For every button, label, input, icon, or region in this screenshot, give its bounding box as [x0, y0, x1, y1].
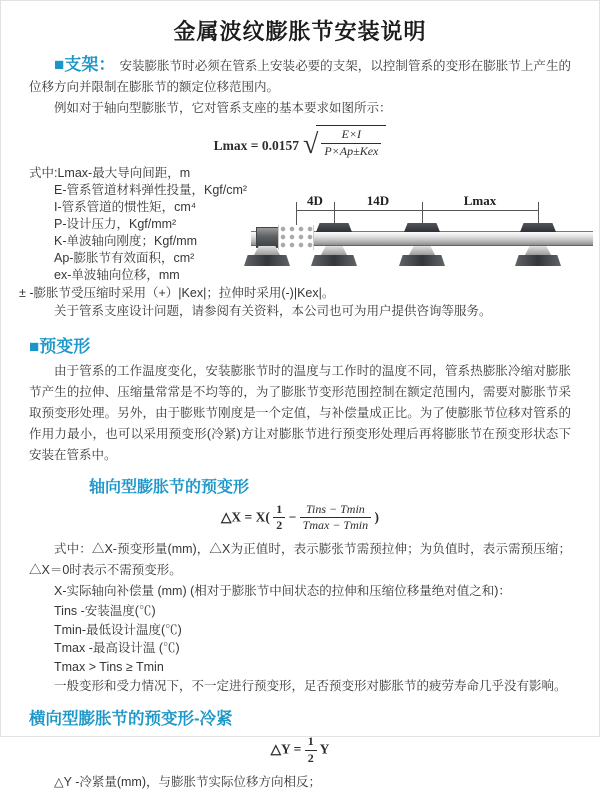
anchor-base [244, 255, 290, 266]
guide-spacing-formula [29, 125, 571, 159]
axial-x-note: X-实际轴向补偿量 (mm) (相对于膨胀节中间状态的拉伸和压缩位移量绝对值之和)： [54, 584, 511, 599]
formula-lhs: △Y = [270, 741, 302, 757]
formula-fraction [321, 128, 381, 159]
guide-base [515, 255, 561, 266]
axial-predeform-formula [29, 503, 571, 534]
page-title: 金属波纹膨胀节安装说明 [173, 19, 427, 44]
one-half-fraction: $\frac{1}{2}$ [305, 735, 317, 766]
radical-sign: √ [302, 128, 319, 160]
definition-item: P-设计压力，Kgf/mm² [54, 216, 177, 231]
support-example-line: 例如对于轴向型膨胀节，它对管系支座的基本要求如图所示： [54, 101, 392, 115]
definition-item: K-单波轴向刚度；Kgf/mm [54, 233, 198, 248]
predeform-body: 由于管系的工作温度变化，安装膨胀节时的温度与工作时的温度不同，管系热膨胀冷缩对膨胀节产生的拉伸、压缩量常常是不均等的，为了膨胀节变形范围控制在额定范围内，需要对膨胀节采取预变形处理。另外，由于膨账节刚度是一个定值，与补偿量成正比。为了使膨胀节位移对管系的作用力最小，也可以采用预变形(冷紧)方让对膨胀节进行预变形处理后再将膨胀节在预变形状态下安装在管系中。 [29, 363, 571, 462]
definition-item: ex-单波轴向位移，mm [54, 267, 180, 282]
predeform-section-heading: ■预变形 [29, 336, 91, 356]
support-section-heading: ■支架： [54, 55, 116, 74]
guide-shoe [321, 246, 347, 255]
formula-lhs: △X = X( [221, 508, 270, 524]
guide-saddle [316, 223, 352, 232]
bellows-expansion-joint [278, 225, 314, 250]
formula-lhs: Lmax = 0.0157 [213, 137, 299, 153]
definition-item: E-管系管道材料弹性投量，Kgf/cm² [54, 182, 248, 197]
fraction-denominator: P×Ap±Kex [324, 143, 379, 158]
definition-item: I-管系管道的惯性矩，cm⁴ [54, 199, 197, 214]
formula-rhs: Y [319, 741, 330, 757]
guide-base [311, 255, 357, 266]
lateral-predeform-formula [29, 735, 571, 766]
one-half-fraction: $\frac{1}{2}$ [273, 503, 285, 534]
support-intro-text: 安装膨胀节时必须在管系上安装必要的支架，以控制管系的变形在膨胀节上产生的位移方向并限制在膨胀节的额定位移范围内。 [29, 59, 571, 94]
dimension-label-4d: 4D [304, 194, 326, 208]
guide-shoe [409, 246, 435, 255]
fraction-numerator: E×I [321, 128, 381, 144]
temperature-fraction: $\frac{\text{Tins − Tmin}}{Tmax - Tmin}$ [300, 503, 371, 534]
dimension-label-14d: 14D [364, 194, 392, 208]
plus-minus-note: ± -膨胀节受压缩时采用（+）|Kex|；拉伸时采用(-)|Kex|。 [19, 285, 335, 300]
lateral-content [1, 735, 599, 793]
close-paren: ) [374, 508, 379, 524]
lateral-subheading: 横向型膨胀节的预变形-冷紧 [29, 710, 233, 729]
dimension-line [296, 210, 538, 211]
guide-saddle [404, 223, 440, 232]
axial-explain: 式中：△X-预变形量(mm)，△X为正值时，表示膨张节需预拉伸；为负值时，表示需预压缩；△X＝0时表示不需预变形。 [29, 542, 571, 578]
guide-base [399, 255, 445, 266]
dimension-label-lmax: Lmax [461, 194, 500, 208]
sqrt-expression [303, 125, 386, 159]
guide-shoe [525, 246, 551, 255]
temp-inequality: Tmax > Tins ≥ Tmin [54, 659, 164, 674]
axial-subheading: 轴向型膨胀节的预变形 [89, 478, 250, 496]
pipe-anchor [256, 227, 280, 248]
lateral-y-note: △Y -冷紧量(mm)，与膨胀节实际位移方向相反； [54, 774, 322, 789]
definition-item: Ap-膨胀节有效面积，cm² [54, 250, 195, 265]
guide-saddle [520, 223, 556, 232]
definition-item: 式中:Lmax-最大导向间距，m [29, 165, 191, 180]
pipe-support-diagram [251, 194, 599, 294]
support-intro-paragraph [29, 54, 571, 98]
temp-definition: Tmin-最低设计温度(℃) [54, 622, 182, 637]
axial-general-note: 一般变形和受力情况下，不一定进行预变形，足否预变形对膨胀节的疲劳寿命几乎没有影响。 [54, 679, 567, 694]
minus-sign: − [288, 508, 297, 524]
temp-definition: Tmax -最高设计温 (℃) [54, 641, 180, 656]
temp-definition: Tins -安装温度(℃) [54, 604, 156, 619]
consulting-note: 关于管系支座设计问题，请参阅有关资料，本公司也可为用户提供咨询等服务。 [54, 303, 492, 318]
predeform-content [1, 361, 599, 698]
